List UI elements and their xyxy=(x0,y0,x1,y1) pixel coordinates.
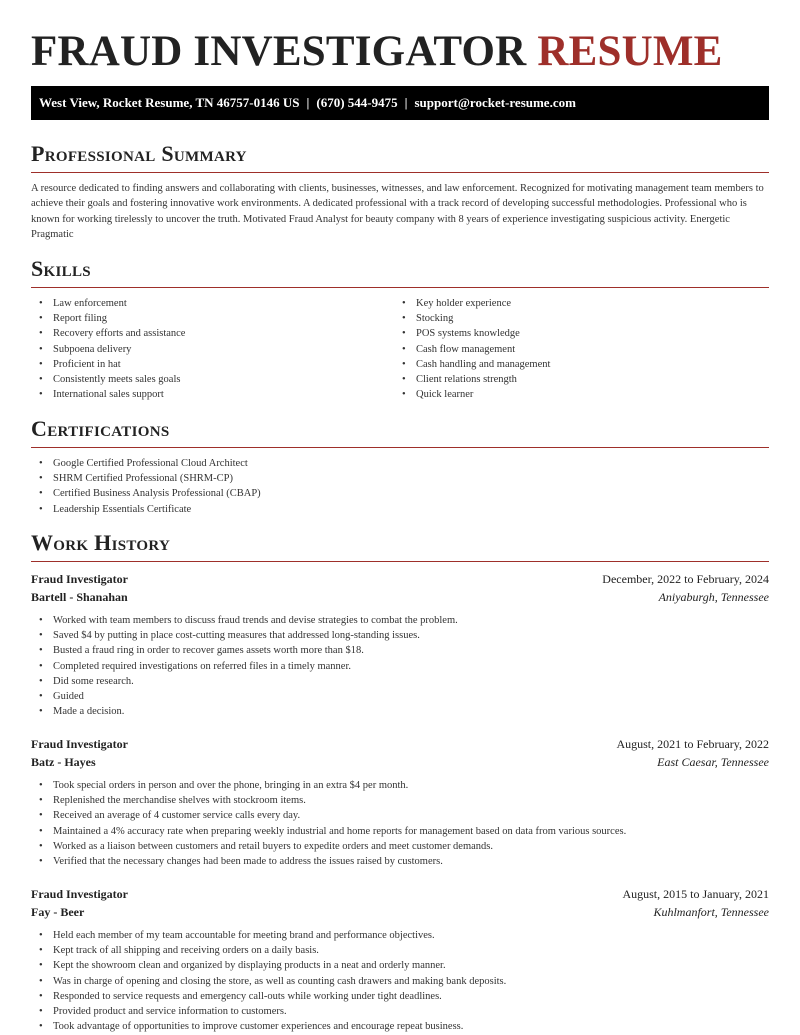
skills-list-left xyxy=(31,296,185,402)
title-main: FRAUD INVESTIGATOR xyxy=(31,28,527,75)
skill-item: • Proficient in hat xyxy=(31,357,185,372)
job-bullet: • Guided xyxy=(31,689,458,704)
skills-list-right xyxy=(394,296,550,402)
contact-phone: (670) 544-9475 xyxy=(316,95,398,110)
job-bullet: • Received an average of 4 customer service calls every day. xyxy=(31,808,626,823)
job-bullet: • Made a decision. xyxy=(31,704,458,719)
job-dates: August, 2021 to February, 2022 xyxy=(616,737,769,751)
job-bullet: • Responded to service requests and emergency call-outs while working under tight deadlines. xyxy=(31,989,506,1004)
skill-item: • Quick learner xyxy=(394,387,550,402)
skill-item: • Cash flow management xyxy=(394,342,550,357)
skill-item: • Key holder experience xyxy=(394,296,550,311)
job-dates: December, 2022 to February, 2024 xyxy=(602,572,769,586)
job-bullet: • Kept track of all shipping and receiving orders on a daily basis. xyxy=(31,943,506,958)
job-bullet: • Kept the showroom clean and organized by displaying products in a neat and orderly manner. xyxy=(31,958,506,973)
job-bullet: • Held each member of my team accountable for meeting brand and performance objectives. xyxy=(31,928,506,943)
contact-separator: | xyxy=(306,95,310,110)
job-bullet: • Replenished the merchandise shelves with stockroom items. xyxy=(31,793,626,808)
contact-address: West View, Rocket Resume, TN 46757-0146 US xyxy=(39,95,300,110)
resume-title xyxy=(31,28,723,76)
certifications-heading: Certifications xyxy=(31,416,170,441)
job-location: Aniyaburgh, Tennessee xyxy=(658,590,769,604)
work-history-divider xyxy=(31,561,769,562)
job-bullet: • Was in charge of opening and closing the store, as well as counting cash drawers and making bank deposits. xyxy=(31,974,506,989)
job-title: Fraud Investigator xyxy=(31,737,128,751)
contact-email: support@rocket-resume.com xyxy=(414,95,576,110)
job-bullet: • Maintained a 4% accuracy rate when preparing weekly industrial and home reports for management based on data from various sources. xyxy=(31,824,626,839)
job-company: Bartell - Shanahan xyxy=(31,590,128,604)
job-bullet: • Took special orders in person and over the phone, bringing in an extra $4 per month. xyxy=(31,778,626,793)
skill-item: • Client relations strength xyxy=(394,372,550,387)
job-bullet: • Saved $4 by putting in place cost-cutting measures that addressed long-standing issues. xyxy=(31,628,458,643)
skill-item: • Cash handling and management xyxy=(394,357,550,372)
skill-item: • Subpoena delivery xyxy=(31,342,185,357)
job-bullet: • Took advantage of opportunities to improve customer experiences and encourage repeat business. xyxy=(31,1019,506,1034)
job-bullet: • Verified that the necessary changes had been made to address the issues raised by customers. xyxy=(31,854,626,869)
job-bullets xyxy=(31,778,626,869)
title-accent: RESUME xyxy=(537,28,723,75)
certifications-list xyxy=(31,456,261,517)
skill-item: • Recovery efforts and assistance xyxy=(31,326,185,341)
certifications-divider xyxy=(31,447,769,448)
summary-text: A resource dedicated to finding answers and collaborating with clients, businesses, witnesses, and law enforcement. Recognized for motivating management team members to achieve their goals and fostering innovative work environments. A dedicated professional with a track record of developing successful methodologies. Professional who is known for working tirelessly to uncover the truth. Motivated Fraud Analyst for beauty company with 8 years of experience investigating suspicious activity. Energetic Pragmatic xyxy=(31,183,764,240)
job-dates: August, 2015 to January, 2021 xyxy=(622,887,769,901)
skill-item: • Law enforcement xyxy=(31,296,185,311)
skills-heading: Skills xyxy=(31,256,91,281)
job-title: Fraud Investigator xyxy=(31,887,128,901)
job-bullet: • Worked as a liaison between customers and retail buyers to expedite orders and meet customer demands. xyxy=(31,839,626,854)
skill-item: • Stocking xyxy=(394,311,550,326)
job-bullets xyxy=(31,928,506,1034)
certification-item: • Google Certified Professional Cloud Architect xyxy=(31,456,261,471)
job-bullet: • Provided product and service information to customers. xyxy=(31,1004,506,1019)
job-bullet: • Completed required investigations on referred files in a timely manner. xyxy=(31,659,458,674)
skill-item: • POS systems knowledge xyxy=(394,326,550,341)
job-company: Batz - Hayes xyxy=(31,755,96,769)
contact-bar xyxy=(31,86,769,120)
job-location: East Caesar, Tennessee xyxy=(657,755,769,769)
skills-divider xyxy=(31,287,769,288)
certification-item: • Certified Business Analysis Professional (CBAP) xyxy=(31,486,261,501)
job-bullet: • Busted a fraud ring in order to recover games assets worth more than $18. xyxy=(31,643,458,658)
skill-item: • International sales support xyxy=(31,387,185,402)
contact-separator: | xyxy=(404,95,408,110)
summary-divider xyxy=(31,172,769,173)
job-bullet: • Did some research. xyxy=(31,674,458,689)
job-bullet: • Worked with team members to discuss fraud trends and devise strategies to combat the problem. xyxy=(31,613,458,628)
work-history-heading: Work History xyxy=(31,530,171,555)
skill-item: • Report filing xyxy=(31,311,185,326)
job-location: Kuhlmanfort, Tennessee xyxy=(653,905,769,919)
job-title: Fraud Investigator xyxy=(31,572,128,586)
job-company: Fay - Beer xyxy=(31,905,85,919)
summary-heading: Professional Summary xyxy=(31,141,247,166)
job-bullets xyxy=(31,613,458,719)
skill-item: • Consistently meets sales goals xyxy=(31,372,185,387)
certification-item: • Leadership Essentials Certificate xyxy=(31,502,261,517)
certification-item: • SHRM Certified Professional (SHRM-CP) xyxy=(31,471,261,486)
